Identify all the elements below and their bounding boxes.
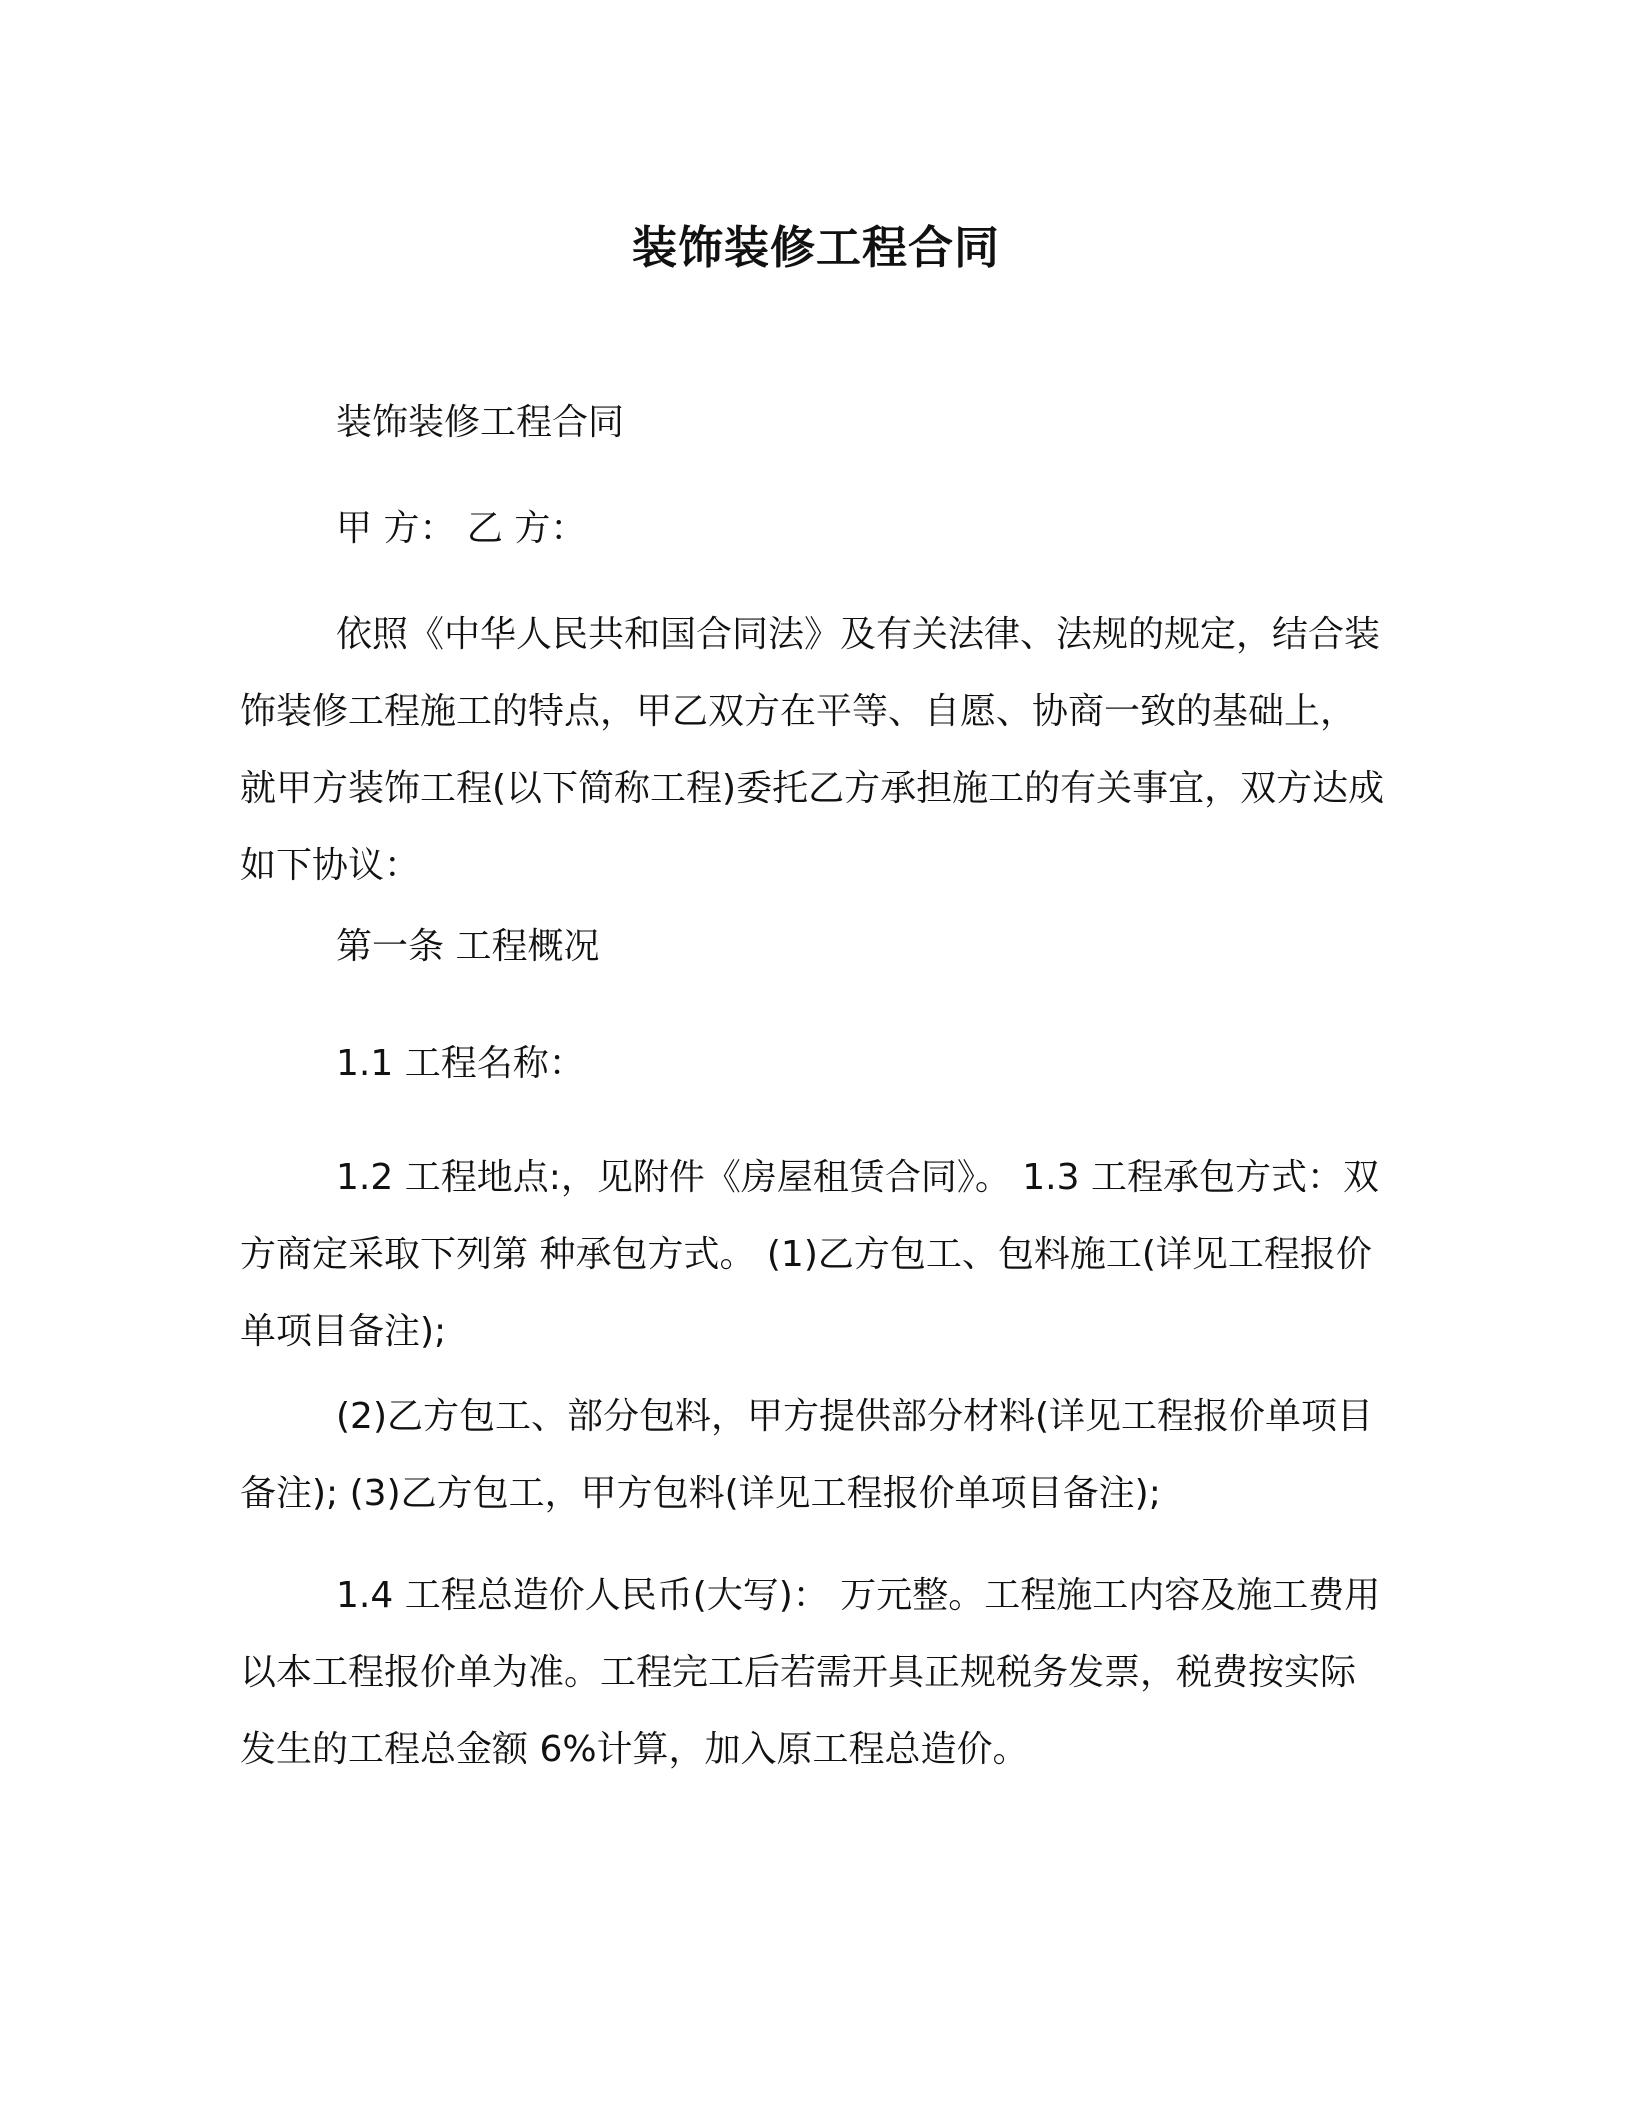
paragraph-clause-1-1: 1.1 工程名称： [336, 1043, 585, 1084]
paragraph-subtitle: 装饰装修工程合同 [336, 402, 625, 443]
document-title: 装饰装修工程合同 [631, 221, 1000, 274]
paragraph-article-1-heading: 第一条 工程概况 [336, 926, 600, 967]
paragraph-contract-options: (2)乙方包工、部分包料，甲方提供部分材料(详见工程报价单项目备注); (3)乙方包工，甲方包料(详见工程报价单项目备注); [240, 1396, 1374, 1514]
paragraph-clause-1-4: 1.4 工程总造价人民币(大写)： 万元整。工程施工内容及施工费用以本工程报价单为准。工程完工后若需开具正规税务发票，税费按实际发生的工程总金额 6%计算，加入原工程总造价。 [240, 1575, 1381, 1770]
paragraph-preamble: 依照《中华人民共和国合同法》及有关法律、法规的规定，结合装饰装修工程施工的特点，甲乙双方在平等、自愿、协商一致的基础上，就甲方装饰工程(以下简称工程)委托乙方承担施工的有关事宜，双方达成如下协议： [240, 614, 1385, 886]
paragraph-parties: 甲 方： 乙 方： [336, 508, 587, 549]
paragraph-clause-1-2-1-3: 1.2 工程地点:，见附件《房屋租赁合同》。 1.3 工程承包方式：双方商定采取下列第 种承包方式。 (1)乙方包工、包料施工(详见工程报价单项目备注); [240, 1157, 1379, 1352]
